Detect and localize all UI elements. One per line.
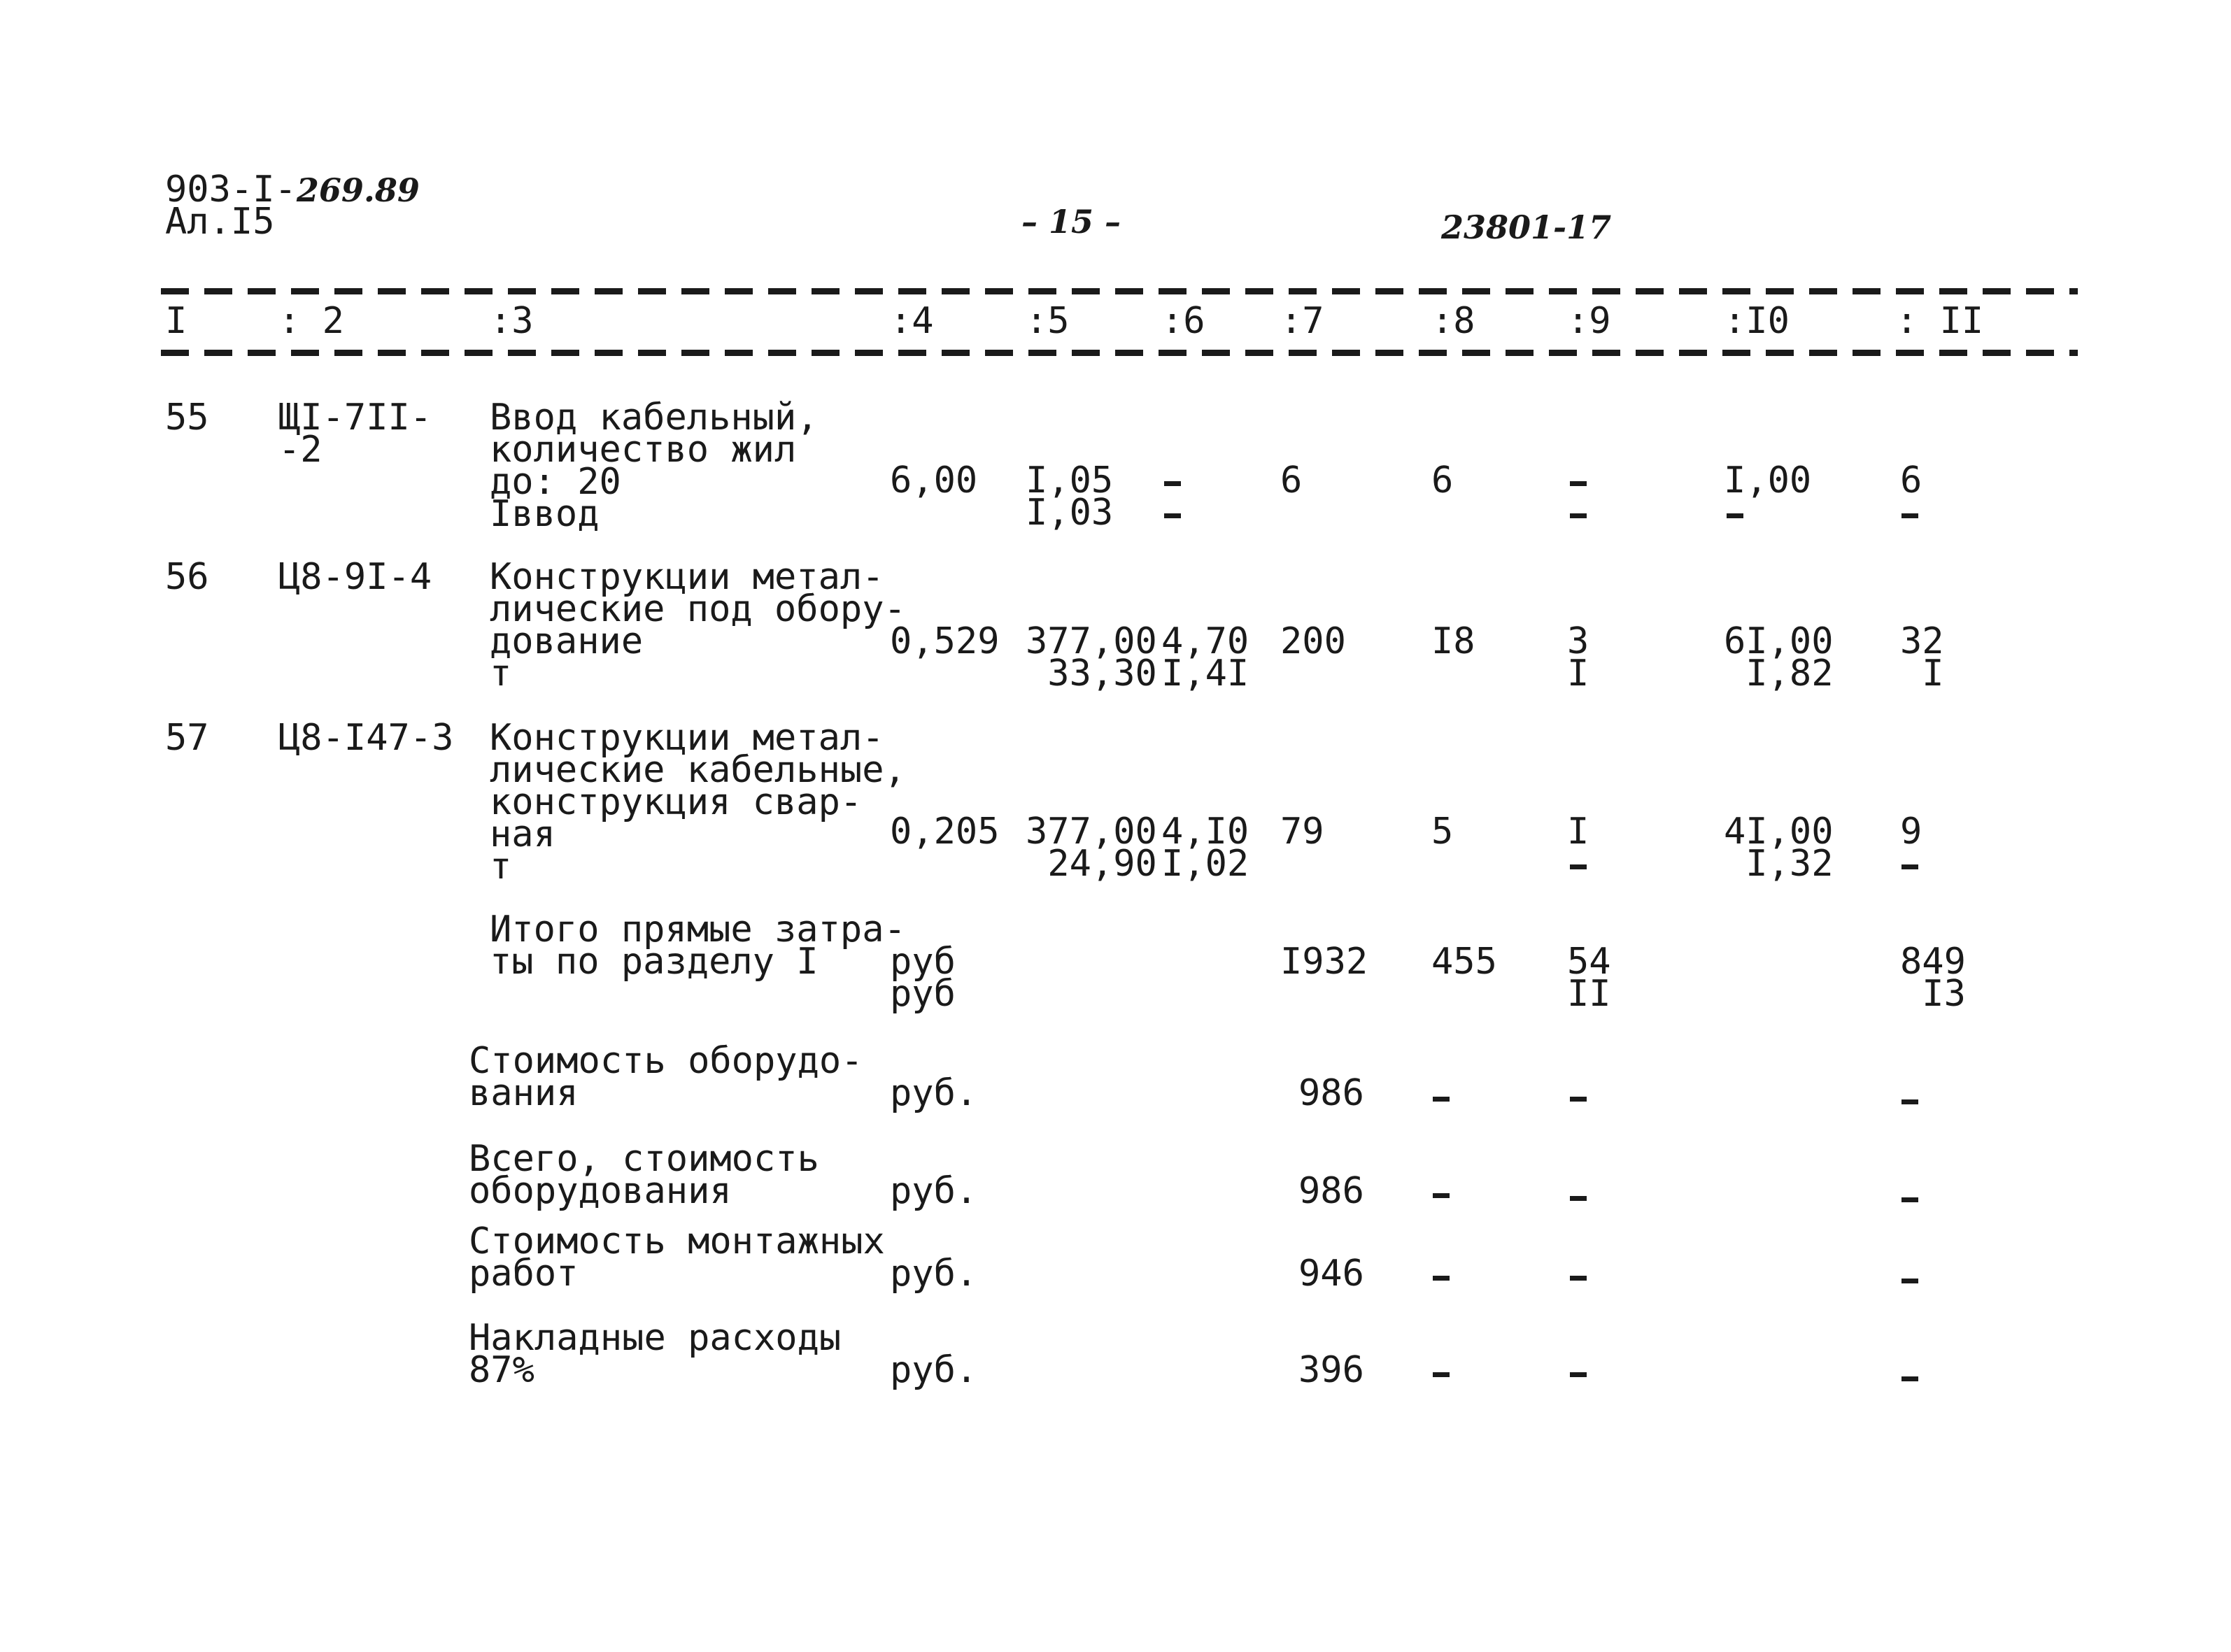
col-header-2: : 2 xyxy=(278,300,344,342)
unit-cost: 377,00 24,90 xyxy=(1026,811,1157,885)
summary-unit: руб. xyxy=(890,1253,978,1295)
document-code-handwritten: 269.89 xyxy=(296,171,420,209)
summary-value: 986 xyxy=(1298,1072,1364,1114)
labor-total: 9 xyxy=(1900,811,1922,853)
work-description: Конструкции метал- лические под обору- дование т xyxy=(490,556,906,695)
empty-dash xyxy=(1433,1276,1450,1281)
summary-value: 986 xyxy=(1298,1170,1364,1212)
empty-dash xyxy=(1901,1197,1918,1202)
unit-wages: 4,70 I,4I xyxy=(1161,620,1249,695)
labor-norm: 4I,00 I,32 xyxy=(1724,811,1834,885)
work-description: Конструкции метал- лические кабельные, конструкция свар- ная т xyxy=(490,717,906,888)
empty-dash xyxy=(1570,513,1587,518)
rate-code: Ц8-9I-4 xyxy=(278,556,432,598)
total-cost: 6 xyxy=(1280,460,1303,501)
empty-dash xyxy=(1901,1376,1918,1381)
unit-cost: I,05 I,03 xyxy=(1026,460,1114,534)
wages-cost: 6 xyxy=(1431,460,1454,501)
col-header-11: : II xyxy=(1896,300,1984,342)
rate-code: ЩI-7II- -2 xyxy=(278,397,432,471)
header-rule-bottom xyxy=(161,350,2078,356)
col-header-9: :9 xyxy=(1567,300,1611,342)
rate-code: Ц8-I47-3 xyxy=(278,717,454,759)
labor-norm: I,00 xyxy=(1724,460,1812,501)
empty-dash xyxy=(1901,513,1918,518)
machine-cost: 3 I xyxy=(1567,620,1589,695)
quantity: 6,00 xyxy=(890,460,978,501)
col-header-6: :6 xyxy=(1161,300,1205,342)
totals-unit: руб руб xyxy=(890,941,956,1015)
labor-total: 6 xyxy=(1900,460,1922,501)
unit-wages: 4,I0 I,02 xyxy=(1161,811,1249,885)
empty-dash xyxy=(1164,513,1181,518)
empty-dash xyxy=(1570,1097,1587,1102)
empty-dash xyxy=(1164,481,1181,486)
row-number: 55 xyxy=(165,397,209,439)
empty-dash xyxy=(1433,1193,1450,1198)
empty-dash xyxy=(1433,1097,1450,1102)
labor-norm: 6I,00 I,82 xyxy=(1724,620,1834,695)
summary-value: 946 xyxy=(1298,1253,1364,1295)
summary-description: Стоимость монтажных работ xyxy=(469,1220,885,1295)
totals-total-cost: I932 xyxy=(1280,941,1368,983)
col-header-4: :4 xyxy=(890,300,934,342)
total-cost: 79 xyxy=(1280,811,1324,853)
empty-dash xyxy=(1727,513,1743,518)
col-header-7: :7 xyxy=(1280,300,1324,342)
empty-dash xyxy=(1570,1276,1587,1281)
work-description: Ввод кабельный, количество жил до: 20 Iввод xyxy=(490,397,819,535)
wages-cost: I8 xyxy=(1431,620,1475,662)
summary-description: Стоимость оборудо- вания xyxy=(469,1040,863,1114)
totals-description: Итого прямые затра- ты по разделу I xyxy=(490,909,906,983)
row-number: 56 xyxy=(165,556,209,598)
row-number: 57 xyxy=(165,717,209,759)
stamp-number: 23801-17 xyxy=(1441,208,1612,246)
wages-cost: 5 xyxy=(1431,811,1454,853)
summary-unit: руб. xyxy=(890,1349,978,1391)
col-header-8: :8 xyxy=(1431,300,1475,342)
summary-unit: руб. xyxy=(890,1072,978,1114)
machine-cost: I xyxy=(1567,811,1589,853)
totals-machine: 54 II xyxy=(1567,941,1611,1015)
col-header-5: :5 xyxy=(1026,300,1070,342)
empty-dash xyxy=(1570,864,1587,869)
page-number-value: 15 xyxy=(1049,203,1094,241)
quantity: 0,205 xyxy=(890,811,1000,853)
quantity: 0,529 xyxy=(890,620,1000,662)
document-code-print: 903-I- xyxy=(165,169,297,211)
summary-description: Накладные расходы 87% xyxy=(469,1317,842,1391)
page-number: – 15 – xyxy=(1021,203,1121,241)
summary-description: Всего, стоимость оборудования xyxy=(469,1138,819,1212)
empty-dash xyxy=(1901,864,1918,869)
empty-dash xyxy=(1901,1279,1918,1283)
summary-unit: руб. xyxy=(890,1170,978,1212)
summary-value: 396 xyxy=(1298,1349,1364,1391)
col-header-1: I xyxy=(165,300,187,342)
col-header-3: :3 xyxy=(490,300,534,342)
empty-dash xyxy=(1570,481,1587,486)
labor-total: 32 I xyxy=(1900,620,1944,695)
unit-cost: 377,00 33,30 xyxy=(1026,620,1157,695)
total-cost: 200 xyxy=(1280,620,1346,662)
col-header-10: :I0 xyxy=(1724,300,1790,342)
empty-dash xyxy=(1570,1372,1587,1377)
totals-labor: 849 I3 xyxy=(1900,941,1966,1015)
sheet-label: Ал.I5 xyxy=(165,201,275,243)
totals-wages: 455 xyxy=(1431,941,1497,983)
empty-dash xyxy=(1901,1099,1918,1104)
empty-dash xyxy=(1570,1196,1587,1201)
header-rule-top xyxy=(161,288,2078,294)
empty-dash xyxy=(1433,1372,1450,1377)
